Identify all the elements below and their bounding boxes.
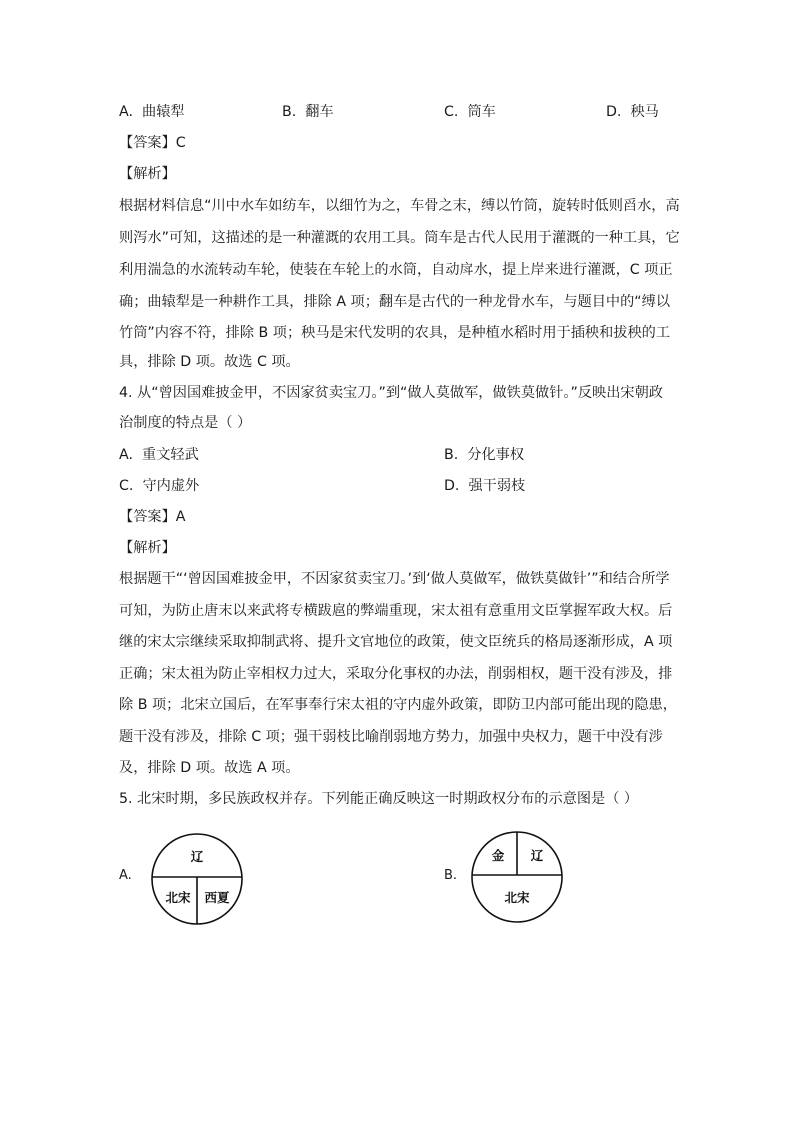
q3-option-a [119, 102, 185, 122]
option-letter: A. [119, 104, 133, 120]
option-letter: A. [119, 447, 133, 463]
q3-answer: 【答案】C [119, 135, 186, 151]
region-western-xia: 西夏 [204, 890, 230, 905]
q4-analysis-line: 可知，为防止唐末以来武将专横跋扈的弊端重现，宋太祖有意重用文臣掌握军政大权。后 [119, 603, 673, 619]
option-text: 重文轻武 [142, 447, 199, 463]
q4-analysis-line: 除 B 项；北宋立国后，在军事奉行宋太祖的守内虚外政策，即防卫内部可能出现的隐患， [119, 697, 677, 713]
option-text: 曲辕犁 [142, 104, 185, 120]
option-letter: B. [282, 104, 297, 120]
q4-option-b [444, 445, 524, 465]
region-northern-song: 北宋 [165, 890, 191, 905]
option-letter: D. [444, 478, 460, 494]
option-text: 守内虚外 [142, 478, 200, 494]
option-text: 筒车 [467, 104, 496, 120]
q3-analysis-line: 则泻水”可知，这描述的是一种灌溉的农用工具。筒车是古代人民用于灌溉的一种工具，它 [119, 230, 680, 246]
region-northern-song: 北宋 [504, 890, 530, 905]
option-letter: B. [444, 447, 459, 463]
q3-analysis-line: 竹筒”内容不符，排除 B 项；秧马是宋代发明的农具，是种植水稻时用于插秧和拔秧的工 [119, 325, 671, 341]
q3-option-d [606, 102, 659, 122]
option-text: 翻车 [305, 104, 334, 120]
q4-analysis-heading: 【解析】 [119, 540, 176, 556]
q5-stem: 5. 北宋时期，多民族政权并存。下列能正确反映这一时期政权分布的示意图是（ ） [119, 791, 639, 807]
q3-analysis-line: 根据材料信息“川中水车如纺车，以细竹为之，车骨之末，缚以竹筒，旋转时低则舀水，高 [119, 198, 680, 214]
q4-stem-line: 4. 从“曾因国难披金甲，不因家贫卖宝刀。”到“做人莫做军，做铁莫做针。”反映出宋朝政 [119, 385, 663, 401]
region-liao: 辽 [190, 849, 204, 864]
option-letter: C. [119, 478, 134, 494]
q5-diagram-b [470, 830, 564, 924]
option-letter: C. [444, 104, 459, 120]
region-jin: 金 [491, 848, 505, 863]
q5-option-a-letter: A. [119, 868, 132, 883]
q5-option-b-letter: B. [444, 868, 458, 883]
option-letter: D. [606, 104, 622, 120]
option-text: 分化事权 [467, 447, 525, 463]
q4-answer: 【答案】A [119, 509, 186, 525]
q3-analysis-line: 利用湍急的水流转动车轮，使装在车轮上的水筒，自动戽水，提上岸来进行灌溉，C 项正 [119, 262, 673, 278]
q4-analysis-line: 继的宋太宗继续采取抑制武将、提升文官地位的政策，使文臣统兵的格局逐渐形成，A 项 [119, 634, 673, 650]
q3-option-c [444, 102, 496, 122]
q4-analysis-line: 正确；宋太祖为防止宰相权力过大，采取分化事权的办法，削弱相权，题干没有涉及，排 [119, 666, 673, 682]
q4-stem-line: 治制度的特点是（ ） [119, 415, 252, 431]
region-liao: 辽 [530, 848, 544, 863]
q3-option-b [282, 102, 334, 122]
q4-analysis-line: 及，排除 D 项。故选 A 项。 [119, 760, 300, 776]
q4-analysis-line: 题干没有涉及，排除 C 项；强干弱枝比喻削弱地方势力，加强中央权力，题干中没有涉 [119, 729, 663, 745]
q4-analysis-line: 根据题干“‘曾因国难披金甲，不因家贫卖宝刀。’到‘做人莫做军，做铁莫做针’”和结合所学 [119, 571, 670, 587]
q3-analysis-line: 具，排除 D 项。故选 C 项。 [119, 354, 300, 370]
q4-option-d [444, 476, 525, 496]
q4-option-c [119, 476, 199, 496]
q3-analysis-heading: 【解析】 [119, 166, 176, 182]
q5-diagram-a [150, 832, 244, 926]
q4-option-a [119, 445, 199, 465]
option-text: 秧马 [630, 104, 659, 120]
option-text: 强干弱枝 [468, 478, 526, 494]
q3-analysis-line: 确；曲辕犁是一种耕作工具，排除 A 项；翻车是古代的一种龙骨水车，与题目中的“缚以 [119, 294, 671, 310]
